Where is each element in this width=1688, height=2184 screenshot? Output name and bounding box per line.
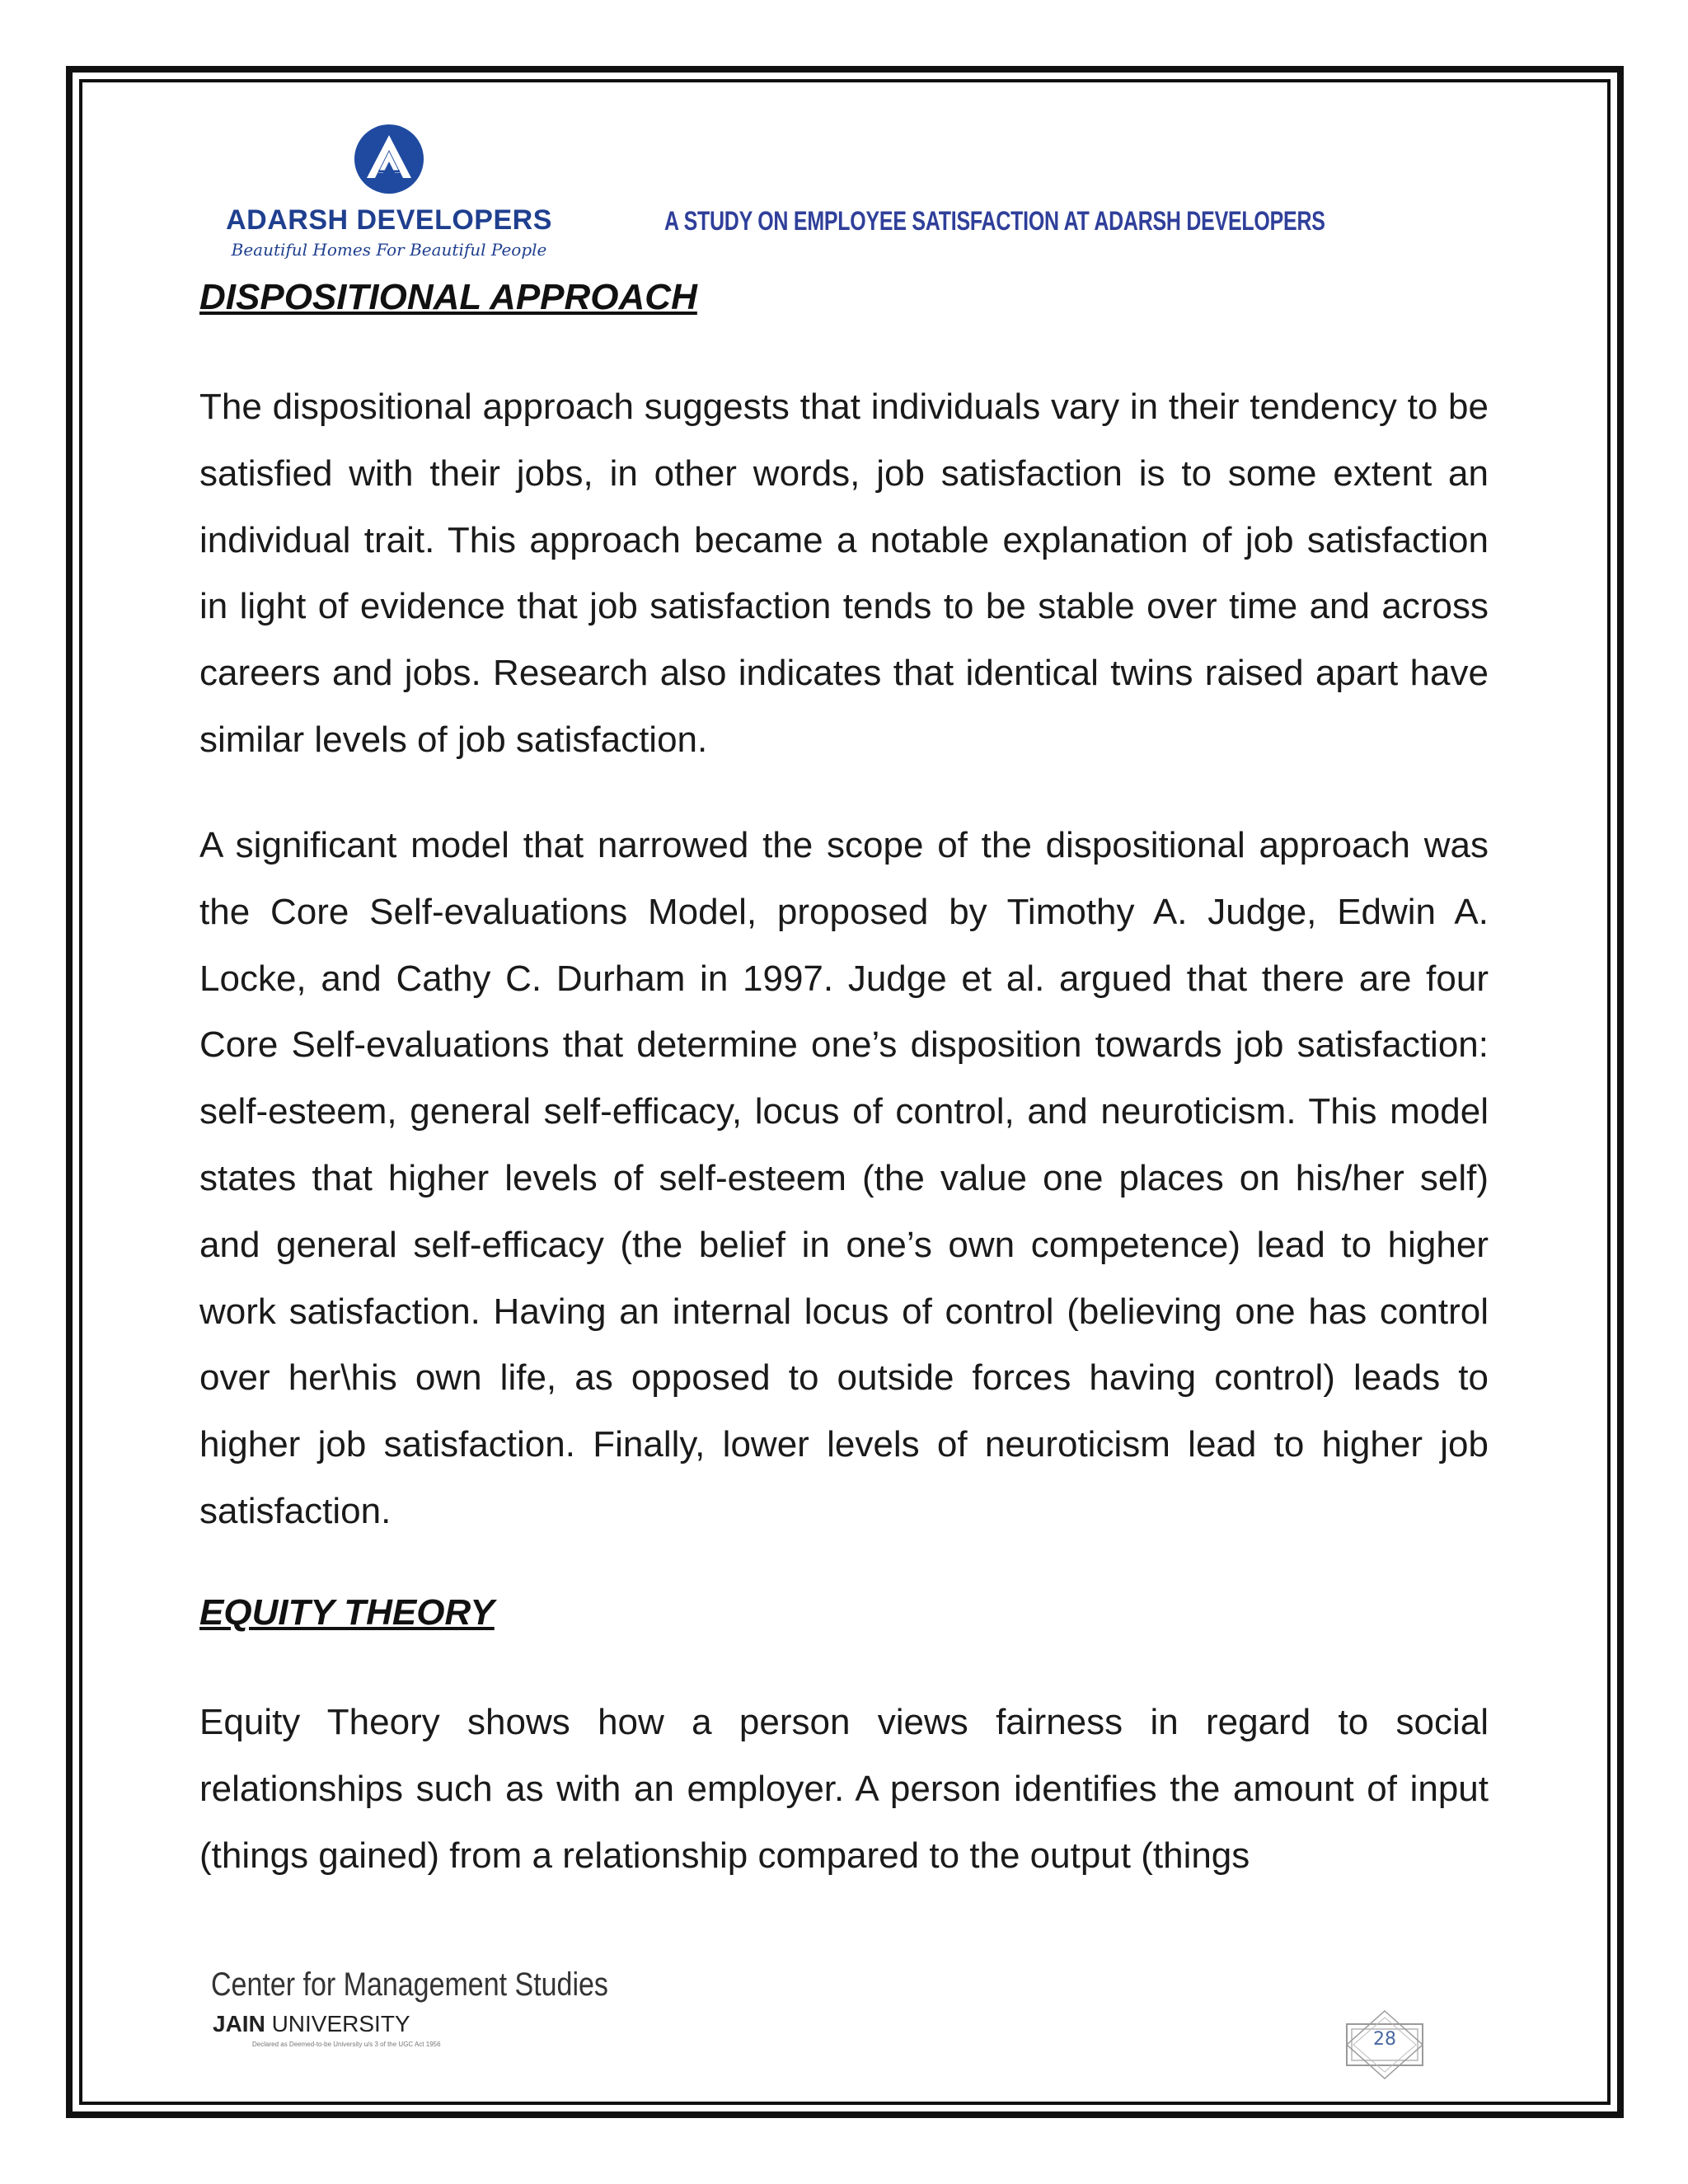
university-bold: JAIN [213,2011,265,2036]
footer-university [213,2011,410,2037]
section-dispositional [199,277,1489,318]
page-number: 28 [1373,2029,1396,2050]
dispositional-paragraph-2 [199,813,1489,1545]
adarsh-logo-icon [354,124,424,194]
paragraph: A significant model that narrowed the scope of the dispositional approach was the Core Self-evaluations Model, proposed by Timothy A. Judge, Edwin A. Locke, and Cathy C. Durham in 1997. Judge et al. argued that there are four Core Self-evaluations that determine one’s disposition towards job satisfaction: self-esteem, general self-efficacy, locus of control, and neuroticism. This model states that higher levels of self-esteem (the value one places on his/her self) and general self-efficacy (the belief in one’s own competence) lead to higher work satisfaction. Having an internal locus of control (believing one has control over her\his own life, as opposed to outside forces having control) leads to higher job satisfaction. Finally, lower levels of neuroticism lead to higher job satisfaction. [199,825,1489,1531]
paragraph: Equity Theory shows how a person views fairness in regard to social relationships such as with an employer. A person identifies the amount of input (things gained) from a relationship compared to the output (things [199,1702,1489,1876]
footer-university-note: Declared as Deemed-to-be University u/s 3 of the UGC Act 1956 [252,2041,441,2048]
university-rest: UNIVERSITY [265,2011,410,2036]
company-logo [224,124,554,264]
section-equity [199,1592,1489,1633]
company-tagline: Beautiful Homes For Beautiful People [231,240,547,260]
study-title: A STUDY ON EMPLOYEE SATISFACTION AT ADARSH DEVELOPERS [664,206,1325,236]
dispositional-paragraph-1 [199,374,1489,774]
section-heading: EQUITY THEORY [199,1592,495,1633]
footer-center-name: Center for Management Studies [211,1966,608,2003]
equity-paragraph-1 [199,1690,1489,1889]
section-heading: DISPOSITIONAL APPROACH [199,277,697,317]
company-name: ADARSH DEVELOPERS [226,204,552,236]
paragraph: The dispositional approach suggests that individuals vary in their tendency to be satisfied with their jobs, in other words, job satisfaction is to some extent an individual trait. This approach became a notable explanation of job satisfaction in light of evidence that job satisfaction tends to be stable over time and across careers and jobs. Research also indicates that identical twins raised apart have similar levels of job satisfaction. [199,387,1489,760]
